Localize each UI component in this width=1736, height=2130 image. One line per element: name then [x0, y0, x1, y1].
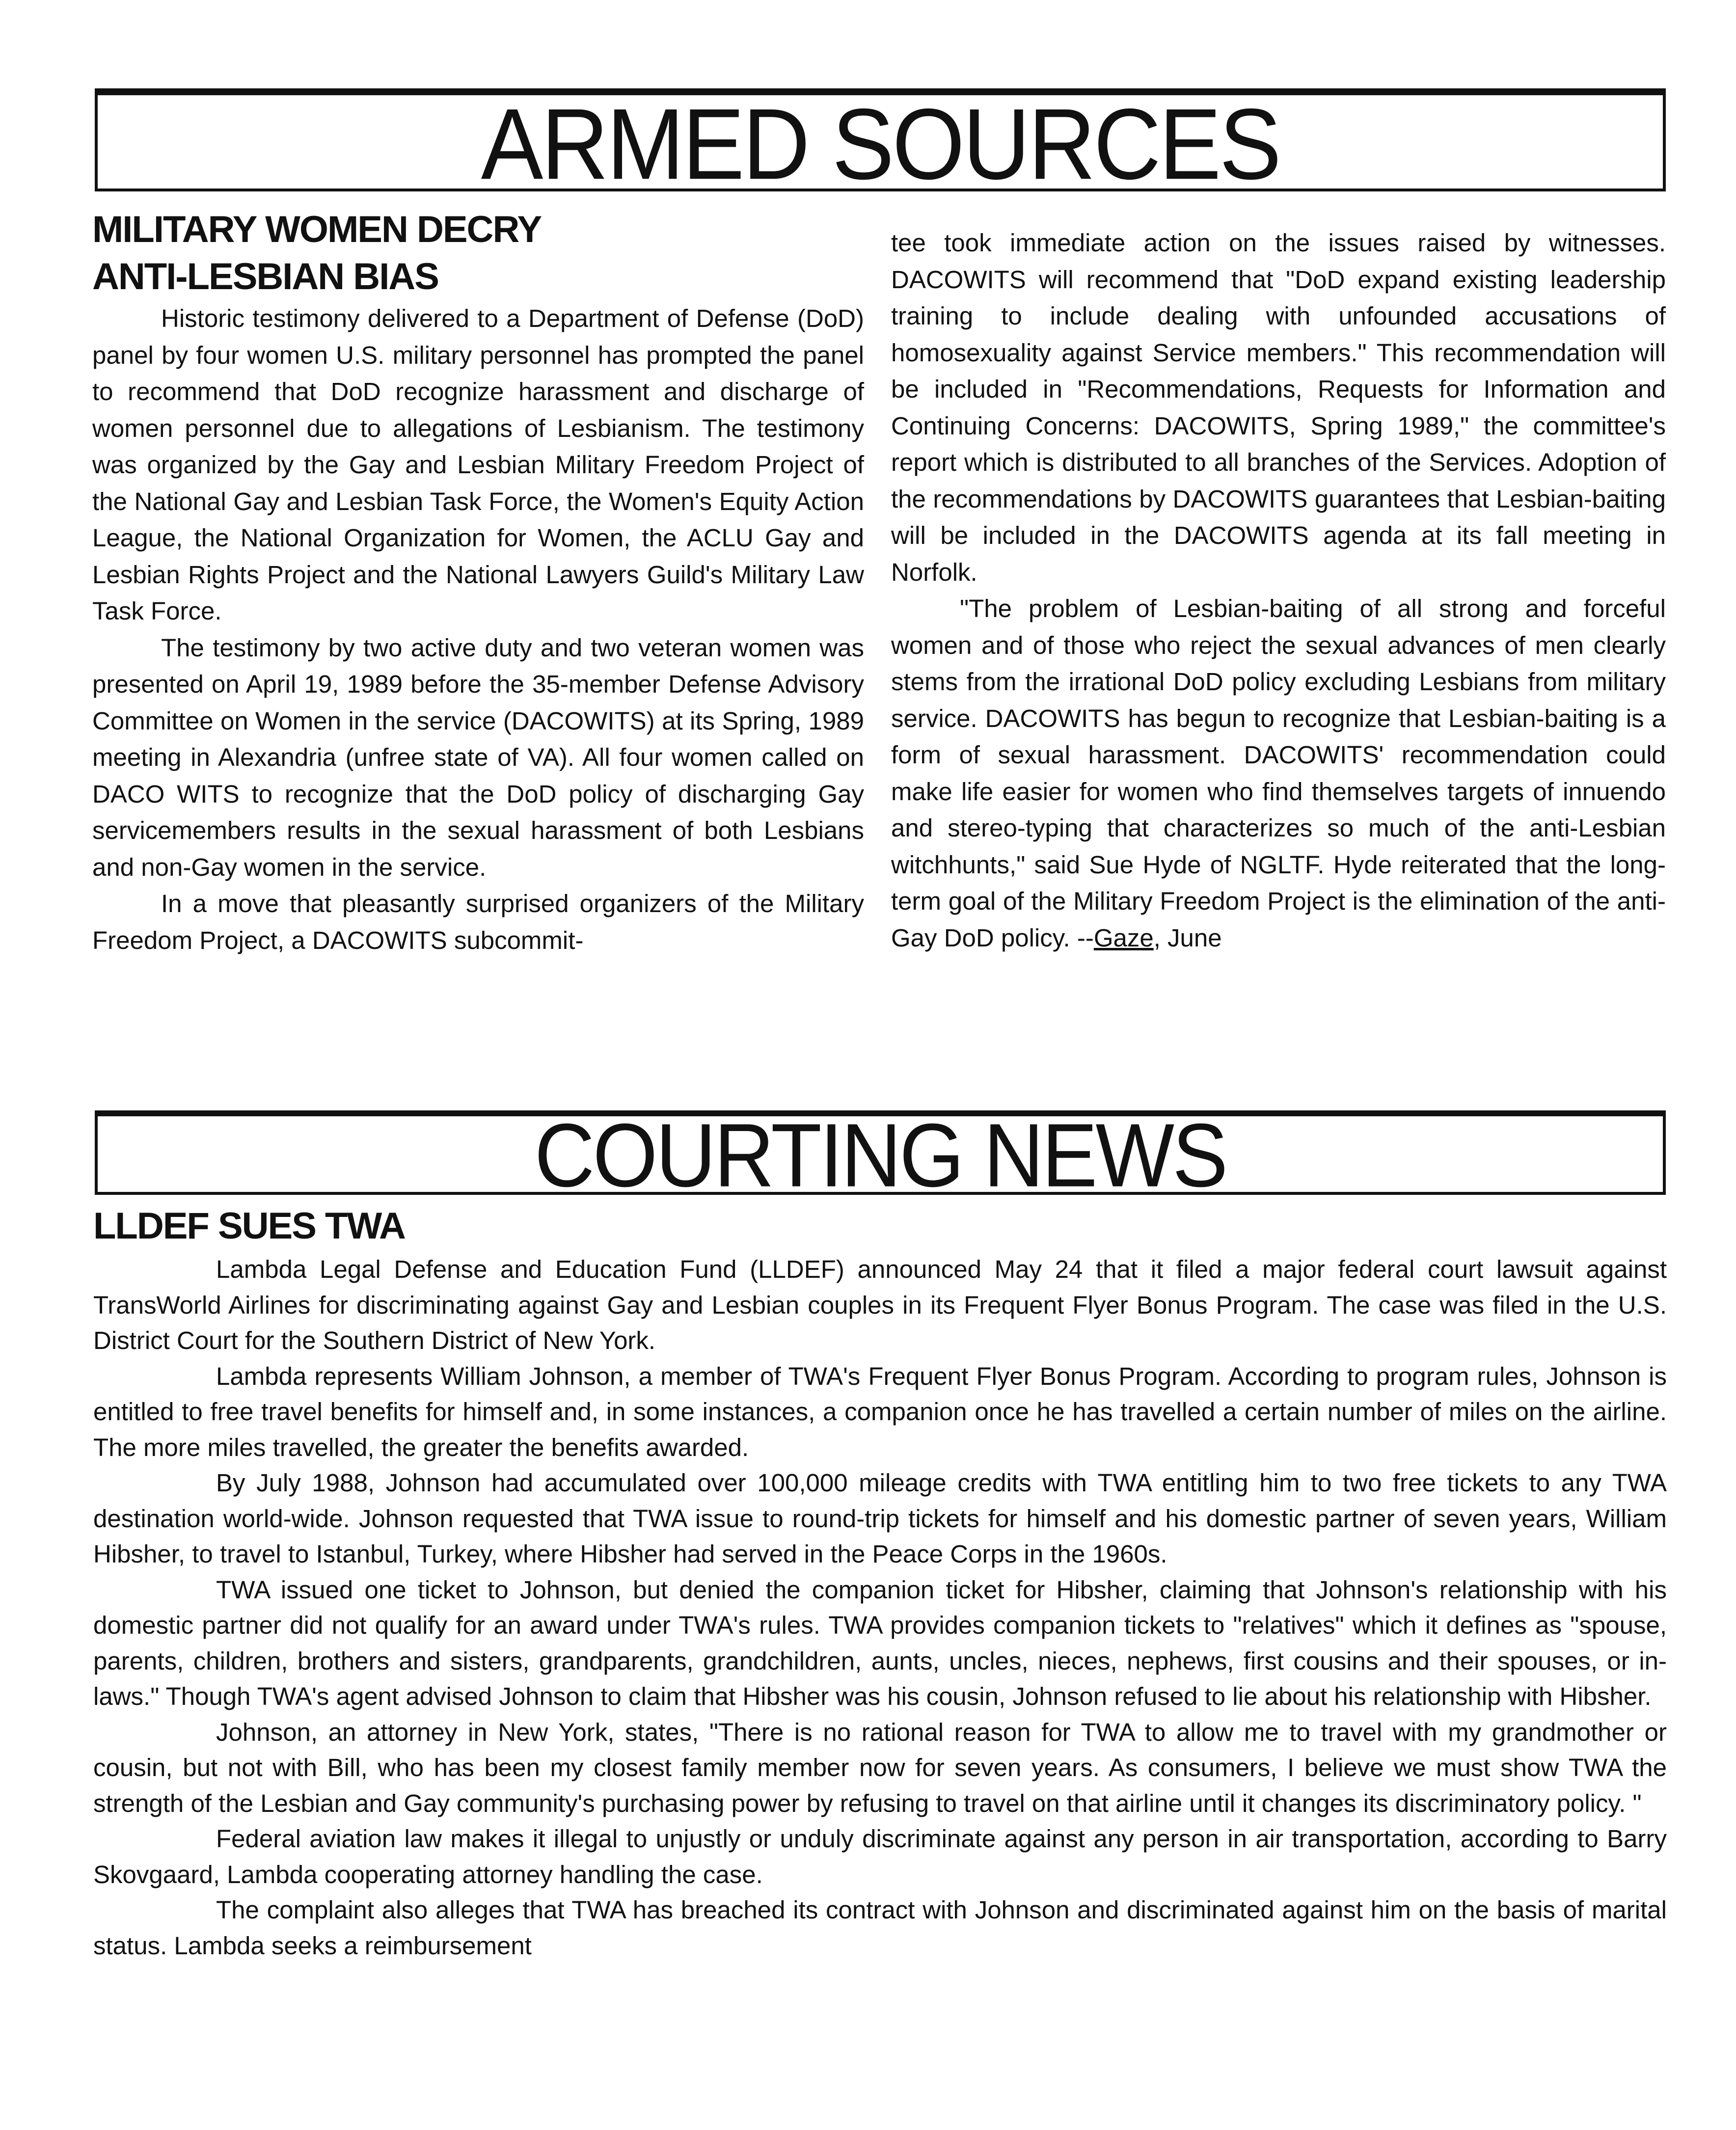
paragraph: Lambda Legal Defense and Education Fund (LLDEF) announced May 24 that it filed a major federal court lawsuit against TransWorld Airlines for discriminating against Gay and Lesbian couples in its Frequent Flyer Bonus Program. The case was filed in the U.S. District Court for the Southern District of New York. — [93, 1255, 1667, 1354]
banner-text: ARMED SOURCES — [481, 88, 1280, 201]
paragraph: In a move that pleasantly surprised organizers of the Military Freedom Project, a DACOWITS subcommit- — [92, 890, 864, 954]
article-right-column — [891, 225, 1666, 956]
headline-line-2: ANTI-LESBIAN BIAS — [92, 256, 438, 297]
paragraph: Johnson, an attorney in New York, states, "There is no rational reason for TWA to allow me to travel with my grandmother or cousin, but not with Bill, who has been my closest family member now for seven years. As consumers, I believe we must show TWA the strength of the Lesbian and Gay community's purchasing power by refusing to travel on that airline until it changes its discriminatory policy. " — [93, 1718, 1667, 1817]
paragraph: By July 1988, Johnson had accumulated over 100,000 mileage credits with TWA entitling him to two free tickets to any TWA destination world-wide. Johnson requested that TWA issue to round-trip tickets for himself and his domestic partner of seven years, William Hibsher, to travel to Istanbul, Turkey, where Hibsher had served in the Peace Corps in the 1960s. — [93, 1469, 1667, 1568]
paragraph — [891, 591, 1666, 956]
article-headline — [92, 206, 864, 300]
article-lldef — [93, 1203, 1667, 1964]
paragraph-text: "The problem of Lesbian-baiting of all strong and forceful women and of those who reject the sexual advances of men clearly stems from the irrational DoD policy excluding Lesbians from military service. DACOWITS has begun to recognize that Lesbian-baiting is a form of sexual harassment. DACOWITS' recommendation could make life easier for women who find themselves targets of innuendo and stereo-typing that characterizes so much of the anti-Lesbian witchhunts," said Sue Hyde of NGLTF. Hyde reiterated that the long-term goal of the Military Freedom Project is the elimination of the anti-Gay DoD policy. -- — [891, 594, 1666, 952]
paragraph: Historic testimony delivered to a Department of Defense (DoD) panel by four women U.S. military personnel has prompted the panel to recommend that DoD recognize harassment and discharge of women personnel due to allegations of Lesbianism. The testimony was organized by the Gay and Lesbian Military Freedom Project of the National Gay and Lesbian Task Force, the Women's Equity Action League, the National Organization for Women, the ACLU Gay and Lesbian Rights Project and the National Lawyers Guild's Military Law Task Force. — [92, 304, 864, 625]
source-date: , June — [1153, 923, 1222, 952]
banner-text: COURTING NEWS — [534, 1105, 1226, 1206]
article-headline: LLDEF SUES TWA — [93, 1205, 405, 1247]
paragraph: tee took immediate action on the issues raised by witnesses. DACOWITS will recommend that "DoD expand existing leadership training to include dealing with unfounded accusations of homosexuality against Service members." This recommendation will be included in "Recommendations, Requests for Information and Continuing Concerns: DACOWITS, Spring 1989," the committee's report which is distributed to all branches of the Services. Adoption of the recommendations by DACOWITS guarantees that Lesbian-baiting will be included in the DACOWITS agenda at its fall meeting in Norfolk. — [891, 229, 1666, 586]
section-banner-courting-news — [95, 1105, 1666, 1206]
headline-line-1: MILITARY WOMEN DECRY — [92, 209, 542, 250]
paragraph: The testimony by two active duty and two veteran women was presented on April 19, 1989 before the 35-member Defense Advisory Committee on Women in the service (DACOWITS) at its Spring, 1989 meeting in Alexandria (unfree state of VA). All four women called on DACO WITS to recognize that the DoD policy of discharging Gay servicemembers results in the sexual harassment of both Lesbians and non-Gay women in the service. — [92, 633, 864, 881]
paragraph: The complaint also alleges that TWA has breached its contract with Johnson and discriminated against him on the basis of marital status. Lambda seeks a reimbursement — [93, 1896, 1667, 1960]
source-citation: Gaze — [1093, 923, 1154, 952]
paragraph: Federal aviation law makes it illegal to unjustly or unduly discriminate against any person in air transportation, according to Barry Skovgaard, Lambda cooperating attorney handling the case. — [93, 1825, 1667, 1888]
paragraph: TWA issued one ticket to Johnson, but denied the companion ticket for Hibsher, claiming that Johnson's relationship with his domestic partner did not qualify for an award under TWA's rules. TWA provides companion tickets to "relatives" which it defines as "spouse, parents, children, brothers and sisters, grandparents, grandchildren, aunts, uncles, nieces, nephews, first cousins and their spouses, or in-laws." Though TWA's agent advised Johnson to claim that Hibsher was his cousin, Johnson refused to lie about his relationship with Hibsher. — [93, 1575, 1667, 1710]
article-left-column — [92, 206, 864, 959]
section-banner-armed-sources — [95, 88, 1666, 201]
paragraph: Lambda represents William Johnson, a member of TWA's Frequent Flyer Bonus Program. According to program rules, Johnson is entitled to free travel benefits for himself and, in some instances, a companion once he has travelled a certain number of miles on the airline. The more miles travelled, the greater the benefits awarded. — [93, 1362, 1667, 1461]
